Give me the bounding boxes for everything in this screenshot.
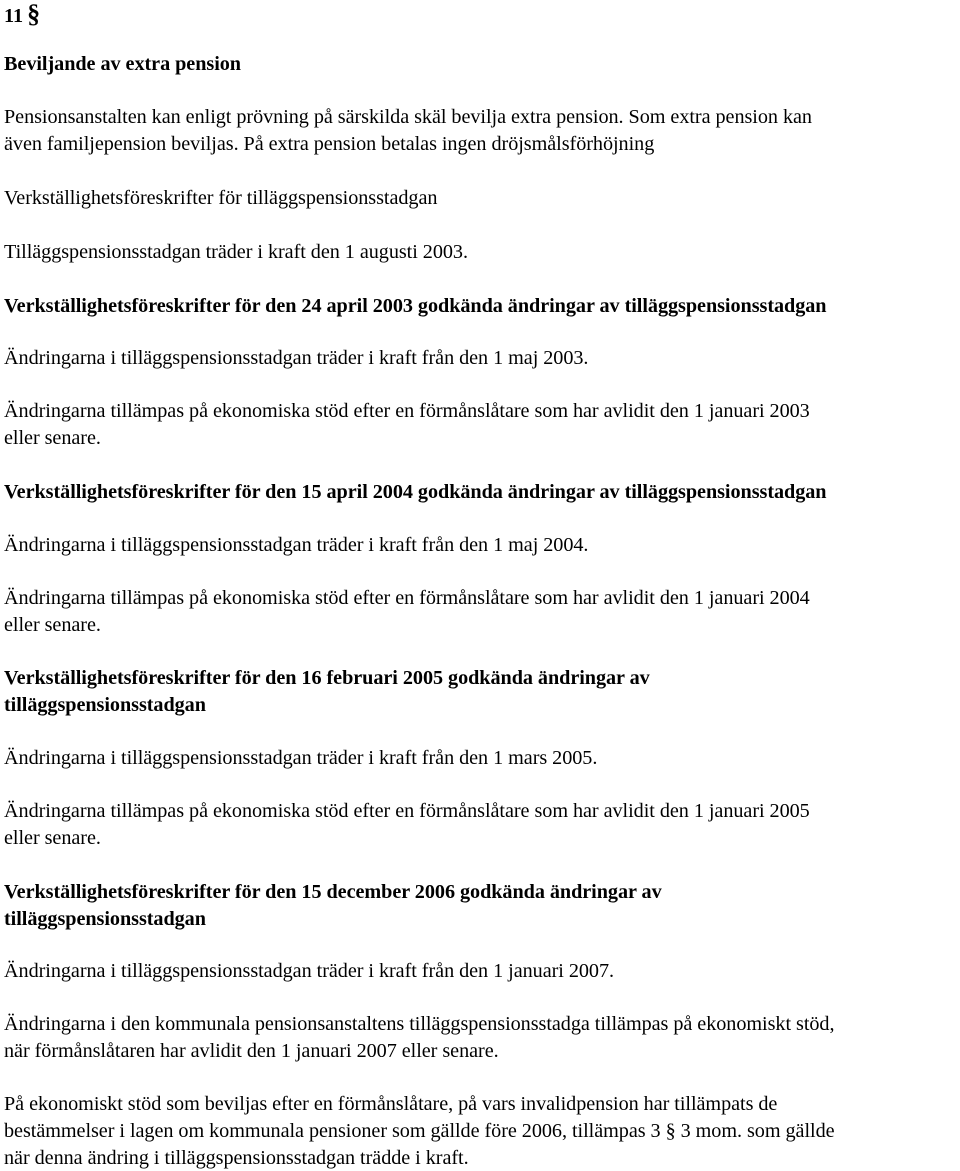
heading-line: tilläggspensionsstadgan bbox=[4, 908, 206, 930]
paragraph-line: när förmånslåtaren har avlidit den 1 januari 2007 eller senare. bbox=[4, 1040, 499, 1062]
section-number-value: 11 bbox=[4, 5, 24, 27]
paragraph-line: Pensionsanstalten kan enligt prövning på särskilda skäl bevilja extra pension. Som extra pension kan bbox=[4, 106, 812, 128]
paragraph-line: eller senare. bbox=[4, 614, 101, 636]
paragraph-line: Ändringarna i tilläggspensionsstadgan träder i kraft från den 1 januari 2007. bbox=[4, 960, 615, 982]
paragraph-line: Ändringarna tillämpas på ekonomiska stöd efter en förmånslåtare som har avlidit den 1 januari 2003 bbox=[4, 400, 810, 422]
paragraph-line: Ändringarna i tilläggspensionsstadgan träder i kraft från den 1 maj 2004. bbox=[4, 534, 589, 556]
paragraph-line: På ekonomiskt stöd som beviljas efter en förmånslåtare, på vars invalidpension har tillämpats de bbox=[4, 1093, 778, 1115]
paragraph-line: Verkställighetsföreskrifter för tilläggspensionsstadgan bbox=[4, 187, 438, 209]
paragraph-line: när denna ändring i tilläggspensionsstadgan trädde i kraft. bbox=[4, 1147, 469, 1169]
paragraph-line: Ändringarna i tilläggspensionsstadgan träder i kraft från den 1 maj 2003. bbox=[4, 347, 589, 369]
heading-line: tilläggspensionsstadgan bbox=[4, 694, 206, 716]
heading-line: Verkställighetsföreskrifter för den 24 april 2003 godkända ändringar av tilläggspensionsstadgan bbox=[4, 295, 827, 317]
heading-line: Verkställighetsföreskrifter för den 15 april 2004 godkända ändringar av tilläggspensionsstadgan bbox=[4, 481, 827, 503]
paragraph-line: Ändringarna i tilläggspensionsstadgan träder i kraft från den 1 mars 2005. bbox=[4, 747, 598, 769]
section-number bbox=[4, 2, 40, 28]
section-symbol: § bbox=[27, 0, 41, 28]
paragraph-line: bestämmelser i lagen om kommunala pensioner som gällde före 2006, tillämpas 3 § 3 mom. som gällde bbox=[4, 1120, 835, 1142]
heading-line: Beviljande av extra pension bbox=[4, 53, 241, 75]
paragraph-line: eller senare. bbox=[4, 427, 101, 449]
paragraph-line: även familjepension beviljas. På extra pension betalas ingen dröjsmålsförhöjning bbox=[4, 133, 655, 155]
heading-line: Verkställighetsföreskrifter för den 16 februari 2005 godkända ändringar av bbox=[4, 667, 650, 689]
paragraph-line: eller senare. bbox=[4, 827, 101, 849]
paragraph-line: Tilläggspensionsstadgan träder i kraft den 1 augusti 2003. bbox=[4, 241, 468, 263]
heading-line: Verkställighetsföreskrifter för den 15 december 2006 godkända ändringar av bbox=[4, 881, 662, 903]
paragraph-line: Ändringarna tillämpas på ekonomiska stöd efter en förmånslåtare som har avlidit den 1 januari 2004 bbox=[4, 587, 810, 609]
paragraph-line: Ändringarna i den kommunala pensionsanstaltens tilläggspensionsstadga tillämpas på ekonomiskt stöd, bbox=[4, 1013, 835, 1035]
paragraph-line: Ändringarna tillämpas på ekonomiska stöd efter en förmånslåtare som har avlidit den 1 januari 2005 bbox=[4, 800, 810, 822]
